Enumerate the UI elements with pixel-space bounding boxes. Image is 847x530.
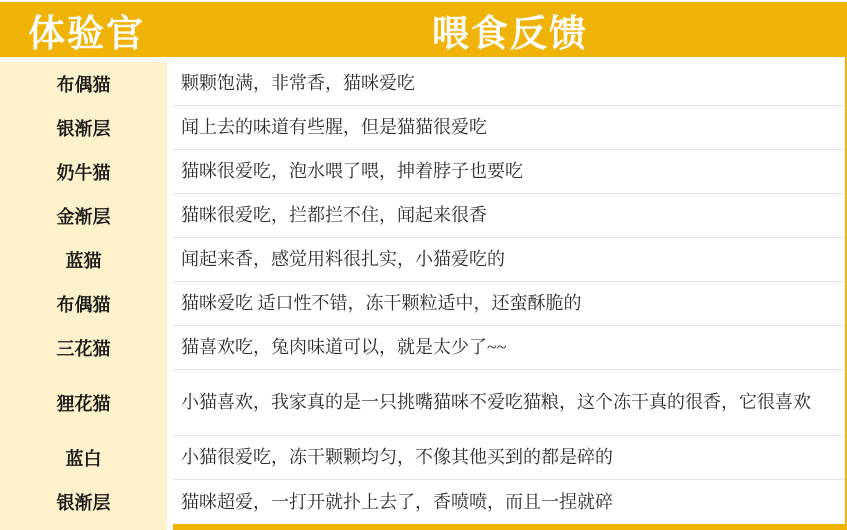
- breed-cell: 金渐层: [0, 194, 167, 238]
- table-row: [0, 106, 845, 150]
- breed-cell: 银渐层: [0, 480, 167, 524]
- breed-cell: 狸花猫: [0, 370, 167, 436]
- table-body: [0, 57, 847, 530]
- bottom-bar-cream-segment: [0, 524, 167, 530]
- breed-cell: 布偶猫: [0, 62, 167, 106]
- feedback-cell: 小猫很爱吃，冻干颗颗均匀，不像其他买到的都是碎的: [173, 436, 845, 480]
- breed-cell: 蓝白: [0, 436, 167, 480]
- feedback-cell: 猫咪超爱，一打开就扑上去了，香喷喷，而且一捏就碎: [173, 480, 845, 524]
- table-row: [0, 150, 845, 194]
- feedback-cell: 小猫喜欢，我家真的是一只挑嘴猫咪不爱吃猫粮，这个冻干真的很香，它很喜欢: [173, 370, 845, 436]
- table-row: [0, 62, 845, 106]
- breed-cell: 蓝猫: [0, 238, 167, 282]
- feedback-cell: 闻上去的味道有些腥，但是猫猫很爱吃: [173, 106, 845, 150]
- breed-cell: 三花猫: [0, 326, 167, 370]
- table-row: [0, 436, 845, 480]
- header-feedback: 喂食反馈: [432, 13, 588, 55]
- feedback-cell: 猫咪很爱吃，拦都拦不住，闻起来很香: [173, 194, 845, 238]
- table-row: [0, 194, 845, 238]
- feedback-cell: 猫咪很爱吃，泡水喂了喂，抻着脖子也要吃: [173, 150, 845, 194]
- header-experiencer: 体验官: [28, 13, 145, 55]
- table-row: [0, 282, 845, 326]
- breed-cell: 布偶猫: [0, 282, 167, 326]
- breed-cell: 银渐层: [0, 106, 167, 150]
- feedback-cell: 颗颗饱满，非常香，猫咪爱吃: [173, 62, 845, 106]
- feedback-cell: 闻起来香，感觉用料很扎实，小猫爱吃的: [173, 238, 845, 282]
- feedback-cell: 猫喜欢吃，兔肉味道可以，就是太少了~~: [173, 326, 845, 370]
- feedback-cell: 猫咪爱吃 适口性不错，冻干颗粒适中，还蛮酥脆的: [173, 282, 845, 326]
- table-row: [0, 480, 845, 524]
- table-row: [0, 370, 845, 436]
- bottom-border-bar: [0, 524, 845, 530]
- breed-cell: 奶牛猫: [0, 150, 167, 194]
- bottom-bar-gold-segment: [173, 524, 845, 530]
- table-header: [0, 2, 847, 57]
- table-row: [0, 326, 845, 370]
- table-row: [0, 238, 845, 282]
